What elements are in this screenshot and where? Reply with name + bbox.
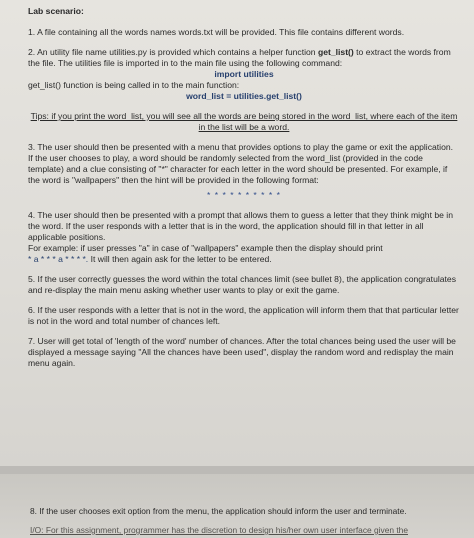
requirement-4-text: 4. The user should then be presented with a prompt that allows them to guess a letter that they think might be in the word. If the user responds with a letter that is in the word, the application should fill in that letter in all applicable positions. (28, 210, 454, 242)
requirement-4 (28, 210, 460, 265)
requirement-5: 5. If the user correctly guesses the word within the total chances limit (see bullet 8), the application congratulates and re-display the main menu asking whether user wants to play or exit the game. (28, 274, 457, 295)
requirement-8: 8. If the user chooses exit option from the menu, the application should inform the user and terminate. (30, 506, 407, 516)
requirement-2 (28, 47, 460, 102)
io-note-partial: I/O: For this assignment, programmer has the discretion to design his/her own user interface given the (30, 525, 408, 535)
document-page-2 (0, 474, 474, 538)
tips-note: Tips: if you print the word_list, you will see all the words are being stored in the word_list, where each of the item in the list will be a word. (30, 111, 458, 132)
function-name: get_list() (317, 47, 354, 57)
requirement-1: 1. A file containing all the words names words.txt will be provided. This file contains different words. (28, 27, 405, 37)
requirement-3 (28, 142, 460, 201)
requirement-4-example: For example: if user presses "a" in case of "wallpapers" example then the display should print (28, 243, 383, 253)
requirement-3-text: 3. The user should then be presented with a menu that provides options to play the game or exit the application. If the user chooses to play, a word should be randomly selected from the word_list (provided in the code template) and a clue consisting of "*" character for each letter in the word should be presented. For example, if the word is "wallpapers" then the hint will be provided in the following format: (28, 142, 454, 185)
hint-pattern: * * * * * * * * * * (207, 190, 281, 200)
guess-pattern: * a * * * a * * * *. (28, 254, 89, 264)
import-command: import utilities (214, 69, 274, 79)
requirement-6: 6. If the user responds with a letter that is not in the word, the application will inform them that that particular letter is not in the word and total number of chances left. (28, 305, 459, 326)
page-heading: Lab scenario: (28, 6, 84, 16)
requirement-2-call-text: get_list() function is being called in to the main function: (28, 80, 240, 90)
function-call-command: word_list = utilities.get_list() (186, 91, 302, 101)
requirement-2-text: 2. An utility file name utilities.py is provided which contains a helper function get_list() to extract the words from the file. The utilities file is imported in to the main file using the following command: (28, 47, 451, 68)
requirement-4-pattern-line: * a * * * a * * * *. It will then again ask for the letter to be entered. (28, 254, 272, 264)
requirement-7: 7. User will get total of 'length of the word' number of chances. After the total chances being used the user will be displayed a message saying "All the chances have been used", display the random word and redisplay the main menu again. (28, 336, 456, 368)
